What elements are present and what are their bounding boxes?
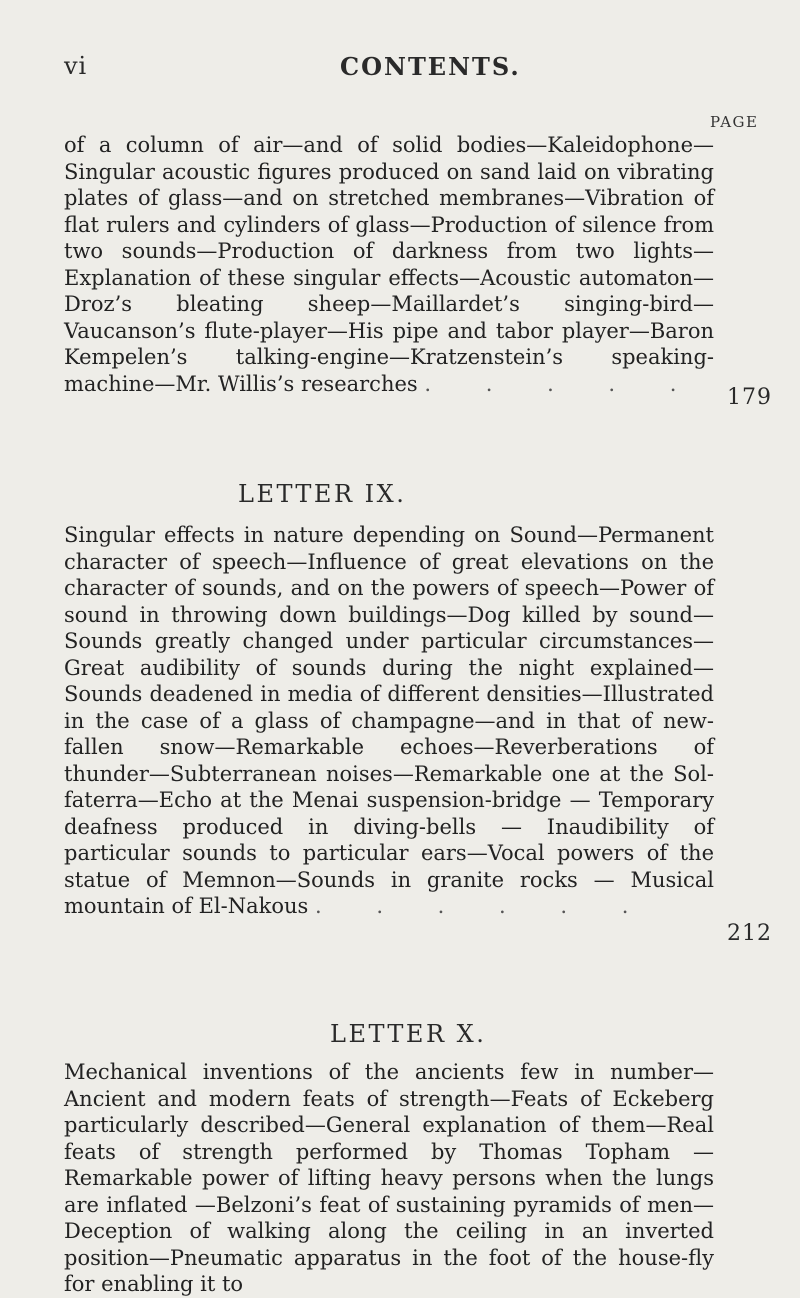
summary-text: Mechanical inventions of the ancients few in number—Ancient and modern feats of strength—Feats of Eckeberg particularly described—General explanation of them—Real feats of strength performed by Thomas Topham — Remarkable power of lifting heavy persons when the lungs are inflated —Belzoni’s feat of sustaining pyramids of men—Deception of walking along the ceiling in an inverted position—Pneumatic apparatus in the foot of the house-fly for enabling it to	[64, 1060, 714, 1296]
letter-heading: LETTER X.	[330, 1020, 487, 1048]
page-number: vi	[64, 52, 88, 80]
dot-leaders: . . . . . .	[314, 894, 653, 918]
summary-text: Singular effects in nature depending on Sound—Permanent character of speech—Influence of great elevations on the character of sounds, and on the powers of speech—Power of sound in throwing down buildings—Dog killed by sound—Sounds greatly changed under particular circumstances—Great audibility of sounds during the night explained—Sounds deadened in media of different densities—Illustrated in the case of a glass of champagne—and in that of new-fallen snow—Remarkable echoes—Reverberations of thunder—Subterranean noises—Remarkable one at the Sol-faterra—Echo at the Menai suspension-bridge — Temporary deafness produced in diving-bells — Inaudibility of particular sounds to particular ears—Vocal powers of the statue of Memnon—Sounds in granite rocks — Musical mountain of El-Nakous	[64, 523, 714, 918]
letter-heading: LETTER IX.	[238, 480, 407, 508]
entry-text: of a column of air—and of solid bodies—Kaleidophone—Singular acoustic figures produced on sand laid on vibrating plates of glass—and on stretched membranes—Vibration of flat rulers and cylinders of glass—Production of silence from two sounds—Production of darkness from two lights—Explanation of these singular effects—Acoustic automaton—Droz’s bleating sheep—Maillardet’s singing-bird—Vaucanson’s flute-player—His pipe and tabor player—Baron Kempelen’s talking-engine—Kratzenstein’s speaking-machine—Mr. Willis’s researches	[64, 133, 714, 396]
page-column-label: PAGE	[710, 113, 759, 131]
running-title: CONTENTS.	[340, 52, 521, 81]
page-reference: 212	[727, 921, 772, 946]
dot-leaders: . . . . .	[424, 371, 701, 396]
page-reference: 179	[727, 385, 772, 410]
letter-summary	[64, 1059, 714, 1298]
letter-summary	[64, 522, 714, 920]
contents-entry-continued	[64, 132, 714, 397]
